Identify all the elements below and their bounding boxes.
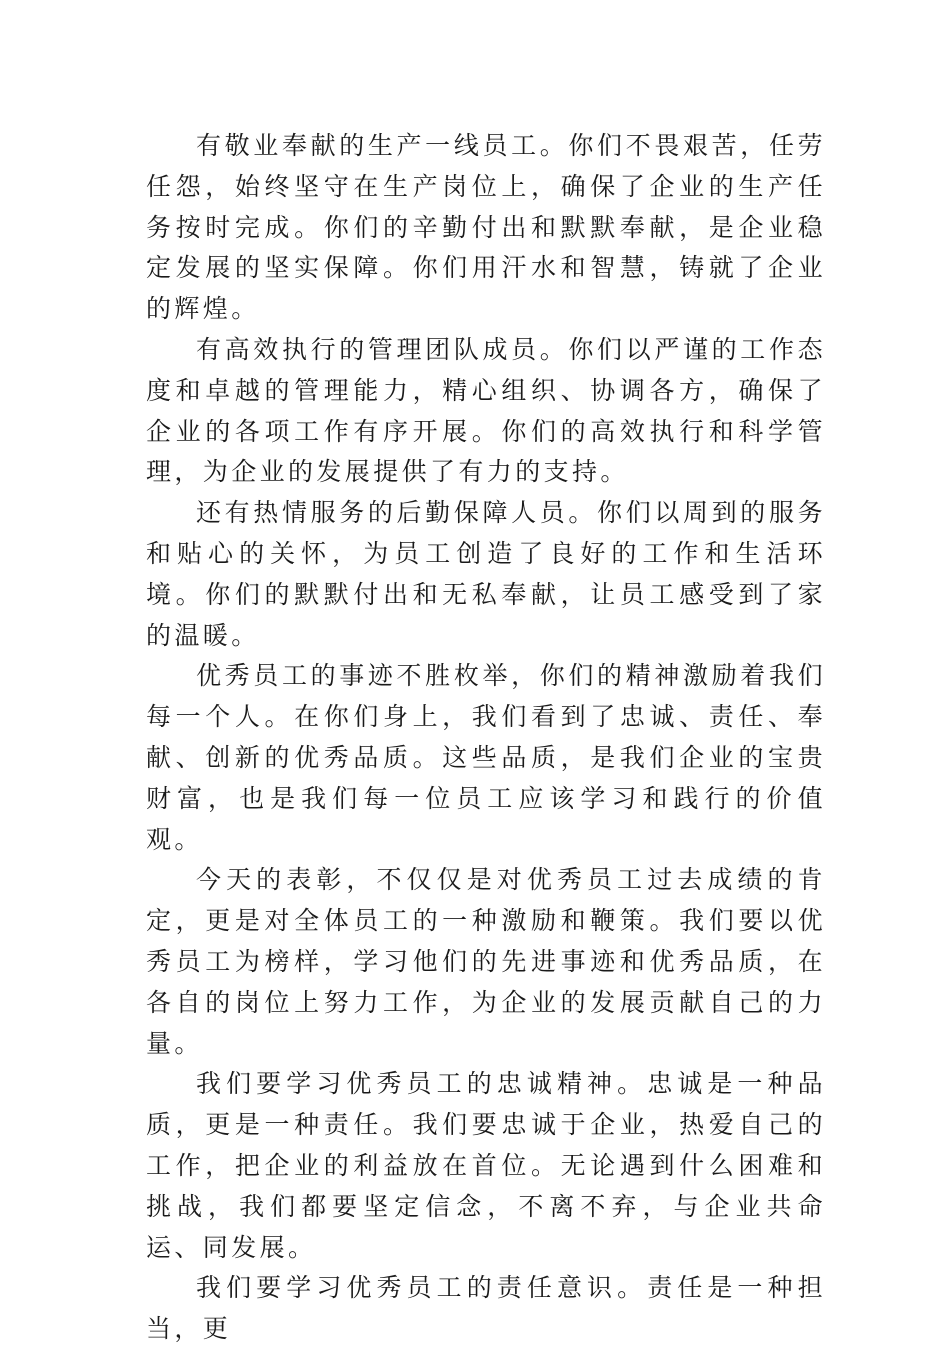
paragraph-loyalty: 我们要学习优秀员工的忠诚精神。忠诚是一种品质，更是一种责任。我们要忠诚于企业，热爱自己的工作，把企业的利益放在首位。无论遇到什么困难和挑战，我们都要坚定信念，不离不弃，与企业共命运、同发展。 bbox=[146, 1069, 826, 1262]
document-body bbox=[146, 126, 826, 1350]
paragraph-responsibility: 我们要学习优秀员工的责任意识。责任是一种担当，更 bbox=[146, 1273, 826, 1344]
paragraph-frontline-staff: 有敬业奉献的生产一线员工。你们不畏艰苦，任劳任怨，始终坚守在生产岗位上，确保了企业的生产任务按时完成。你们的辛勤付出和默默奉献，是企业稳定发展的坚实保障。你们用汗水和智慧，铸就了企业的辉煌。 bbox=[146, 131, 826, 324]
paragraph-outstanding-deeds: 优秀员工的事迹不胜枚举，你们的精神激励着我们每一个人。在你们身上，我们看到了忠诚、责任、奉献、创新的优秀品质。这些品质，是我们企业的宝贵财富，也是我们每一位员工应该学习和践行的价值观。 bbox=[146, 661, 826, 854]
paragraph-logistics-staff: 还有热情服务的后勤保障人员。你们以周到的服务和贴心的关怀，为员工创造了良好的工作和生活环境。你们的默默付出和无私奉献，让员工感受到了家的温暖。 bbox=[146, 498, 826, 650]
paragraph-commendation: 今天的表彰，不仅仅是对优秀员工过去成绩的肯定，更是对全体员工的一种激励和鞭策。我们要以优秀员工为榜样，学习他们的先进事迹和优秀品质，在各自的岗位上努力工作，为企业的发展贡献自己的力量。 bbox=[146, 865, 826, 1058]
paragraph-management-team: 有高效执行的管理团队成员。你们以严谨的工作态度和卓越的管理能力，精心组织、协调各方，确保了企业的各项工作有序开展。你们的高效执行和科学管理，为企业的发展提供了有力的支持。 bbox=[146, 334, 826, 487]
